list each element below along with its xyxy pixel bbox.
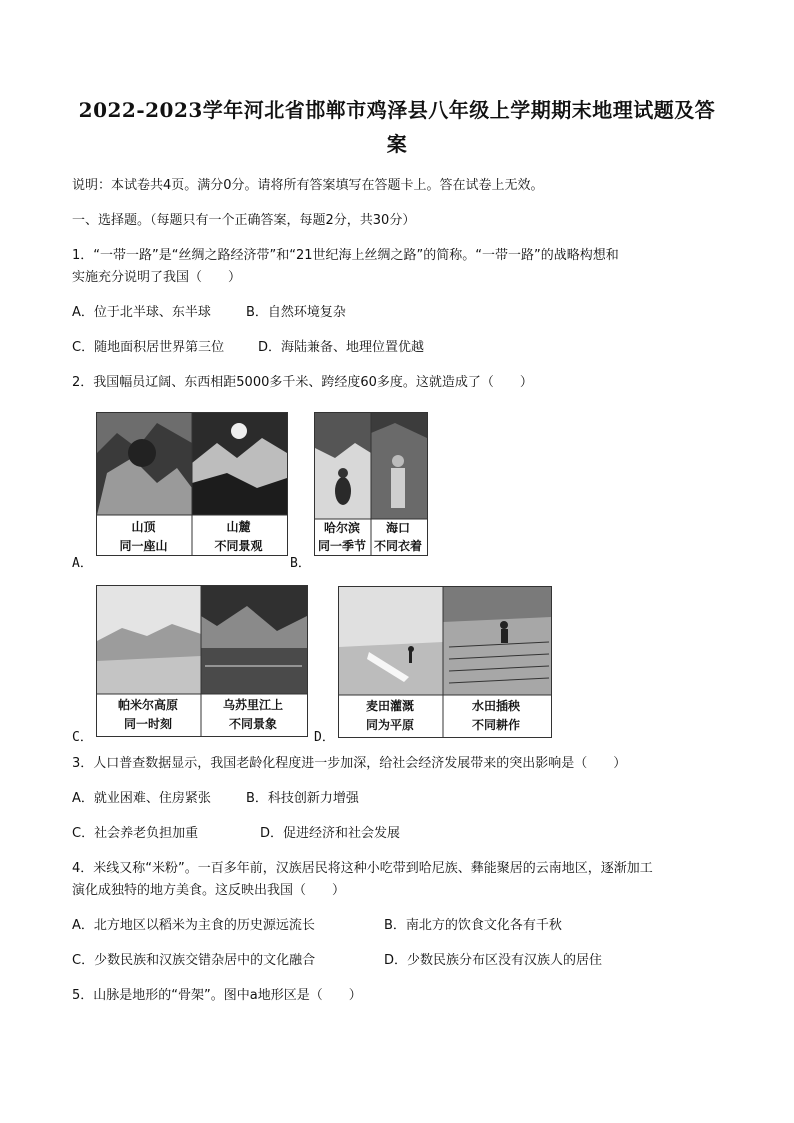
q2-stem: 2．我国幅员辽阔、东西相距5000多千米、跨经度60多度。这就造成了（ ） xyxy=(72,375,533,390)
q4-option-a: A．北方地区以稻米为主食的历史源远流长 xyxy=(72,918,315,933)
q2-b-caption-3: 同一季节 xyxy=(317,539,366,553)
q5-stem: 5．山脉是地形的“骨架”。图中a地形区是（ ） xyxy=(72,988,362,1003)
q3-stem: 3．人口普查数据显示，我国老龄化程度进一步加深，给社会经济发展带来的突出影响是（ ） xyxy=(72,756,627,771)
q4-option-b: B．南北方的饮食文化各有千秋 xyxy=(384,918,562,933)
q2-b-caption-1: 哈尔滨 xyxy=(323,521,360,535)
q2-b-caption-2: 海口 xyxy=(385,521,410,535)
q1-option-d: D．海陆兼备、地理位置优越 xyxy=(258,340,425,355)
q2-d-caption-3: 同为平原 xyxy=(365,718,414,732)
q2-d-caption-1: 麦田灌溉 xyxy=(365,699,414,713)
section-heading: 一、选择题。（每题只有一个正确答案，每题2分，共30分） xyxy=(72,213,416,228)
q2-c-caption-2: 乌苏里江上 xyxy=(222,698,283,712)
q2-d-caption-4: 不同耕作 xyxy=(471,718,520,732)
q2-a-caption-4: 不同景观 xyxy=(214,539,263,553)
q2-label-b: B． xyxy=(290,556,311,571)
q2-label-d: D． xyxy=(314,730,335,745)
q2-c-caption-4: 不同景象 xyxy=(228,717,277,731)
q4-option-c: C．少数民族和汉族交错杂居中的文化融合 xyxy=(72,953,316,968)
q2-a-caption-3: 同一座山 xyxy=(119,539,168,553)
instructions: 说明：本试卷共4页。满分0分。请将所有答案填写在答题卡上。答在试卷上无效。 xyxy=(72,178,544,193)
q3-option-d: D．促进经济和社会发展 xyxy=(260,826,401,841)
q2-b-caption-4: 不同衣着 xyxy=(373,539,422,553)
q2-c-caption-1: 帕米尔高原 xyxy=(117,698,178,712)
q4-option-d: D．少数民族分布区没有汉族人的居住 xyxy=(384,953,603,968)
q4-stem-line1: 4．米线又称“米粉”。一百多年前，汉族居民将这种小吃带到哈尼族、彝能聚居的云南地区，逐渐加工 xyxy=(72,861,653,876)
q1-option-a: A．位于北半球、东半球 xyxy=(72,305,211,320)
q2-a-caption-2: 山麓 xyxy=(226,520,251,534)
q1-option-b: B．自然环境复杂 xyxy=(246,305,346,320)
q2-c-caption-3: 同一时刻 xyxy=(123,717,172,731)
q1-option-c: C．随地面积居世界第三位 xyxy=(72,340,225,355)
title-line-2: 案 xyxy=(386,132,408,156)
q3-option-a: A．就业困难、住房紧张 xyxy=(72,791,211,806)
q2-label-c: C． xyxy=(72,730,93,745)
q1-stem-line1: 1．“一带一路”是“丝绸之路经济带”和“21世纪海上丝绸之路”的简称。“一带一路”的战略构想和 xyxy=(72,248,619,263)
q1-stem-line2: 实施充分说明了我国（ ） xyxy=(72,270,242,285)
q2-d-caption-2: 水田插秧 xyxy=(471,699,520,713)
q3-option-c: C．社会养老负担加重 xyxy=(72,826,199,841)
q2-a-caption-1: 山顶 xyxy=(131,520,156,534)
q3-option-b: B．科技创新力增强 xyxy=(246,791,359,806)
q2-label-a: A． xyxy=(72,556,93,571)
title-line-1: 2022-2023学年河北省邯郸市鸡泽县八年级上学期期末地理试题及答 xyxy=(78,98,716,122)
document-title xyxy=(60,93,734,161)
q4-stem-line2: 演化成独特的地方美食。这反映出我国（ ） xyxy=(72,883,346,898)
